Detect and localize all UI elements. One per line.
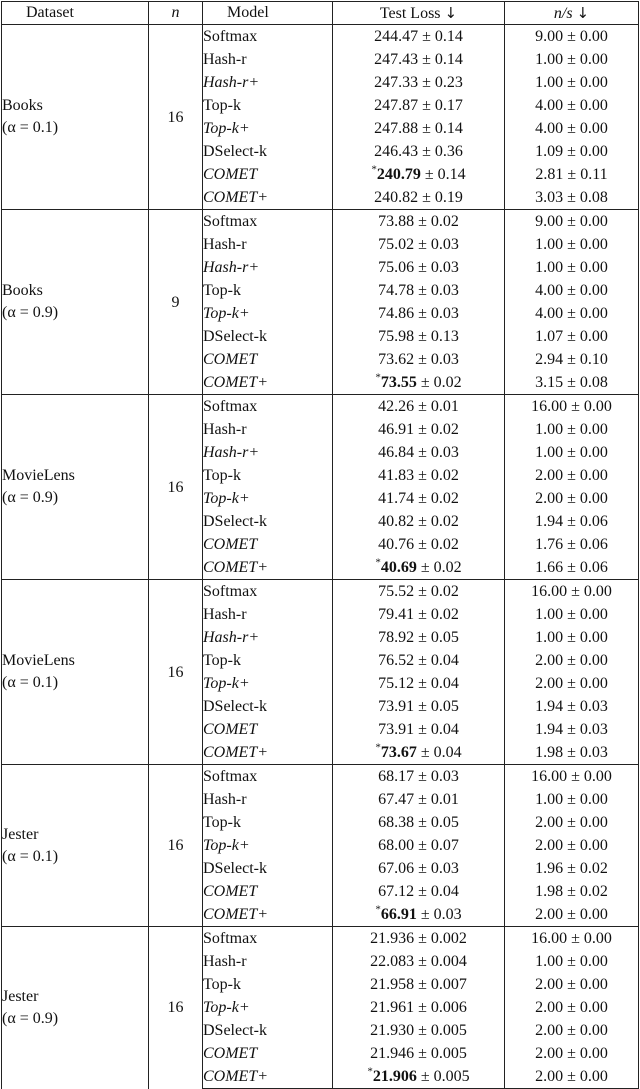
ns-cell: 1.00 ± 0.00 — [505, 233, 639, 256]
test-loss-error: ± 0.004 — [418, 953, 467, 970]
test-loss-cell — [333, 487, 505, 510]
test-loss-value: 73.91 — [378, 698, 415, 715]
dataset-group — [2, 927, 639, 1089]
test-loss-cell — [333, 325, 505, 348]
test-loss-value: 73.67 — [380, 744, 417, 761]
model-cell: Top-k — [203, 94, 333, 117]
model-cell: DSelect-k — [203, 325, 333, 348]
n-cell: 16 — [149, 395, 203, 580]
dataset-alpha: (α = 0.1) — [2, 847, 59, 865]
header-row — [2, 2, 639, 25]
test-loss-cell — [333, 418, 505, 441]
test-loss-cell — [333, 256, 505, 279]
test-loss-cell — [333, 395, 505, 419]
test-loss-error: ± 0.13 — [418, 328, 459, 345]
test-loss-value: 75.52 — [378, 583, 415, 600]
test-loss-cell — [333, 649, 505, 672]
test-loss-error: ± 0.03 — [418, 860, 459, 877]
ns-cell: 1.94 ± 0.06 — [505, 510, 639, 533]
model-cell: COMET+ — [203, 556, 333, 580]
model-cell: Hash-r+ — [203, 441, 333, 464]
test-loss-value: 75.06 — [378, 259, 415, 276]
test-loss-cell — [333, 371, 505, 395]
ns-cell: 1.00 ± 0.00 — [505, 950, 639, 973]
ns-cell: 1.76 ± 0.06 — [505, 533, 639, 556]
test-loss-error: ± 0.03 — [418, 305, 459, 322]
model-cell: Hash-r+ — [203, 256, 333, 279]
ns-cell: 1.66 ± 0.06 — [505, 556, 639, 580]
test-loss-value: 73.88 — [378, 213, 415, 230]
test-loss-cell — [333, 880, 505, 903]
test-loss-error: ± 0.05 — [418, 629, 459, 646]
test-loss-error: ± 0.02 — [418, 467, 459, 484]
dataset-name: Jester — [2, 987, 39, 1005]
test-loss-cell — [333, 857, 505, 880]
test-loss-value: 240.82 — [374, 189, 419, 206]
test-loss-value: 46.84 — [378, 444, 415, 461]
header-ns — [505, 2, 639, 25]
test-loss-error: ± 0.04 — [418, 652, 459, 669]
n-cell: 16 — [149, 927, 203, 1089]
test-loss-value: 41.83 — [378, 467, 415, 484]
dataset-name: Books — [2, 97, 43, 114]
test-loss-value: 21.961 — [370, 999, 415, 1016]
ns-cell: 1.00 ± 0.00 — [505, 788, 639, 811]
ns-cell: 1.00 ± 0.00 — [505, 441, 639, 464]
model-cell: Softmax — [203, 395, 333, 419]
dataset-cell — [2, 210, 149, 395]
test-loss-value: 75.02 — [378, 236, 415, 253]
test-loss-error: ± 0.006 — [418, 999, 467, 1016]
model-cell: Top-k+ — [203, 834, 333, 857]
test-loss-cell — [333, 626, 505, 649]
model-cell: DSelect-k — [203, 510, 333, 533]
test-loss-error: ± 0.02 — [418, 536, 459, 553]
dataset-name: MovieLens — [2, 652, 75, 669]
test-loss-cell — [333, 765, 505, 789]
model-cell: COMET+ — [203, 371, 333, 395]
test-loss-cell — [333, 950, 505, 973]
model-cell: COMET+ — [203, 903, 333, 927]
test-loss-cell — [333, 672, 505, 695]
test-loss-error: ± 0.002 — [418, 930, 467, 947]
test-loss-error: ± 0.14 — [422, 120, 463, 137]
dataset-cell — [2, 395, 149, 580]
test-loss-value: 244.47 — [374, 28, 419, 45]
test-loss-value: 46.91 — [378, 421, 415, 438]
ns-cell: 1.00 ± 0.00 — [505, 418, 639, 441]
model-cell: Softmax — [203, 765, 333, 789]
model-cell: Hash-r+ — [203, 626, 333, 649]
test-loss-error: ± 0.07 — [418, 837, 459, 854]
test-loss-value: 76.52 — [378, 652, 415, 669]
ns-cell: 2.00 ± 0.00 — [505, 464, 639, 487]
dataset-cell — [2, 927, 149, 1089]
table-row — [2, 25, 639, 49]
test-loss-value: 247.88 — [374, 120, 419, 137]
model-cell: COMET — [203, 718, 333, 741]
test-loss-value: 73.91 — [378, 721, 415, 738]
model-cell: Softmax — [203, 210, 333, 234]
dataset-cell — [2, 25, 149, 210]
ns-cell: 16.00 ± 0.00 — [505, 395, 639, 419]
test-loss-error: ± 0.04 — [418, 721, 459, 738]
model-cell: Top-k — [203, 464, 333, 487]
n-cell: 9 — [149, 210, 203, 395]
test-loss-error: ± 0.17 — [422, 97, 463, 114]
model-cell: Hash-r — [203, 233, 333, 256]
n-cell: 16 — [149, 25, 203, 210]
ns-cell: 16.00 ± 0.00 — [505, 765, 639, 789]
ns-cell: 2.00 ± 0.00 — [505, 903, 639, 927]
ns-cell: 2.00 ± 0.00 — [505, 672, 639, 695]
test-loss-cell — [333, 348, 505, 371]
ns-cell: 2.00 ± 0.00 — [505, 1042, 639, 1065]
dataset-name: Books — [2, 282, 43, 299]
model-cell: COMET — [203, 533, 333, 556]
dataset-group — [2, 25, 639, 210]
test-loss-cell — [333, 140, 505, 163]
dataset-cell — [2, 765, 149, 927]
test-loss-value: 21.946 — [370, 1045, 415, 1062]
ns-cell: 1.00 ± 0.00 — [505, 603, 639, 626]
ns-cell: 2.00 ± 0.00 — [505, 1065, 639, 1089]
test-loss-cell — [333, 580, 505, 604]
table-row — [2, 765, 639, 789]
test-loss-error: ± 0.02 — [418, 490, 459, 507]
dataset-alpha: (α = 0.9) — [2, 1009, 59, 1027]
test-loss-value: 68.17 — [378, 768, 415, 785]
test-loss-value: 247.87 — [374, 97, 419, 114]
dataset-group — [2, 580, 639, 765]
ns-cell: 1.94 ± 0.03 — [505, 718, 639, 741]
model-cell: Hash-r — [203, 418, 333, 441]
test-loss-error: ± 0.02 — [418, 513, 459, 530]
ns-cell: 1.96 ± 0.02 — [505, 857, 639, 880]
n-cell: 16 — [149, 580, 203, 765]
test-loss-error: ± 0.04 — [418, 883, 459, 900]
test-loss-value: 74.78 — [378, 282, 415, 299]
test-loss-cell — [333, 163, 505, 186]
table-row — [2, 580, 639, 604]
test-loss-error: ± 0.19 — [422, 189, 463, 206]
test-loss-value: 42.26 — [378, 398, 415, 415]
model-cell: Top-k+ — [203, 996, 333, 1019]
test-loss-error: ± 0.04 — [420, 744, 462, 761]
ns-cell: 1.00 ± 0.00 — [505, 48, 639, 71]
table-row — [2, 927, 639, 951]
model-cell: COMET+ — [203, 741, 333, 765]
test-loss-value: 78.92 — [378, 629, 415, 646]
test-loss-cell — [333, 927, 505, 951]
model-cell: Hash-r — [203, 950, 333, 973]
significance-star: * — [375, 371, 381, 384]
dataset-alpha: (α = 0.1) — [2, 119, 59, 136]
ns-cell: 1.98 ± 0.02 — [505, 880, 639, 903]
ns-cell: 2.00 ± 0.00 — [505, 811, 639, 834]
header-test-loss — [333, 2, 505, 25]
test-loss-value: 240.79 — [376, 166, 421, 183]
test-loss-value: 40.82 — [378, 513, 415, 530]
test-loss-error: ± 0.005 — [418, 1045, 467, 1062]
test-loss-cell — [333, 25, 505, 49]
dataset-group — [2, 765, 639, 927]
model-cell: COMET+ — [203, 1065, 333, 1089]
model-cell: Softmax — [203, 580, 333, 604]
dataset-name: MovieLens — [2, 467, 75, 484]
model-cell: Top-k — [203, 279, 333, 302]
model-cell: Hash-r+ — [203, 71, 333, 94]
ns-cell: 4.00 ± 0.00 — [505, 94, 639, 117]
dataset-alpha: (α = 0.9) — [2, 304, 59, 321]
model-cell: COMET — [203, 880, 333, 903]
ns-cell: 2.94 ± 0.10 — [505, 348, 639, 371]
model-cell: DSelect-k — [203, 1019, 333, 1042]
ns-cell: 2.00 ± 0.00 — [505, 487, 639, 510]
test-loss-error: ± 0.03 — [418, 768, 459, 785]
test-loss-value: 22.083 — [370, 953, 415, 970]
test-loss-error: ± 0.03 — [418, 351, 459, 368]
test-loss-cell — [333, 741, 505, 765]
test-loss-value: 246.43 — [374, 143, 419, 160]
test-loss-cell — [333, 788, 505, 811]
test-loss-error: ± 0.05 — [418, 814, 459, 831]
test-loss-error: ± 0.02 — [420, 374, 462, 391]
test-loss-error: ± 0.03 — [418, 236, 459, 253]
test-loss-cell — [333, 186, 505, 210]
table-row — [2, 210, 639, 234]
ns-cell: 2.00 ± 0.00 — [505, 1019, 639, 1042]
model-cell: Top-k — [203, 811, 333, 834]
test-loss-error: ± 0.14 — [422, 51, 463, 68]
model-cell: DSelect-k — [203, 140, 333, 163]
test-loss-cell — [333, 464, 505, 487]
model-cell: COMET — [203, 1042, 333, 1065]
ns-cell: 3.15 ± 0.08 — [505, 371, 639, 395]
test-loss-error: ± 0.03 — [418, 282, 459, 299]
test-loss-error: ± 0.005 — [418, 1022, 467, 1039]
model-cell: DSelect-k — [203, 695, 333, 718]
model-cell: Top-k+ — [203, 487, 333, 510]
header-test-loss-label: Test Loss — [379, 4, 441, 22]
model-cell: COMET+ — [203, 186, 333, 210]
ns-cell: 9.00 ± 0.00 — [505, 210, 639, 234]
down-arrow-icon: ↓ — [576, 3, 590, 22]
dataset-group — [2, 395, 639, 580]
test-loss-value: 21.958 — [370, 976, 415, 993]
test-loss-value: 67.06 — [378, 860, 415, 877]
test-loss-error: ± 0.02 — [418, 606, 459, 623]
test-loss-cell — [333, 441, 505, 464]
test-loss-value: 21.930 — [370, 1022, 415, 1039]
test-loss-value: 247.43 — [374, 51, 419, 68]
test-loss-cell — [333, 233, 505, 256]
test-loss-cell — [333, 94, 505, 117]
ns-cell: 1.94 ± 0.03 — [505, 695, 639, 718]
ns-cell: 4.00 ± 0.00 — [505, 117, 639, 140]
test-loss-cell — [333, 117, 505, 140]
header-dataset: Dataset — [2, 2, 149, 25]
ns-cell: 2.00 ± 0.00 — [505, 834, 639, 857]
test-loss-error: ± 0.05 — [418, 698, 459, 715]
ns-cell: 4.00 ± 0.00 — [505, 302, 639, 325]
test-loss-cell — [333, 973, 505, 996]
test-loss-value: 68.00 — [378, 837, 415, 854]
ns-cell: 1.00 ± 0.00 — [505, 256, 639, 279]
test-loss-cell — [333, 1019, 505, 1042]
model-cell: Softmax — [203, 927, 333, 951]
test-loss-value: 68.38 — [378, 814, 415, 831]
test-loss-cell — [333, 1042, 505, 1065]
down-arrow-icon: ↓ — [444, 3, 458, 22]
ns-cell: 1.00 ± 0.00 — [505, 626, 639, 649]
test-loss-cell — [333, 302, 505, 325]
test-loss-cell — [333, 834, 505, 857]
test-loss-cell — [333, 533, 505, 556]
test-loss-value: 21.936 — [370, 930, 415, 947]
ns-cell: 2.81 ± 0.11 — [505, 163, 639, 186]
test-loss-error: ± 0.03 — [418, 259, 459, 276]
ns-cell: 3.03 ± 0.08 — [505, 186, 639, 210]
header-model: Model — [203, 2, 333, 25]
table-row — [2, 395, 639, 419]
significance-star: * — [375, 903, 381, 916]
ns-cell: 4.00 ± 0.00 — [505, 279, 639, 302]
test-loss-error: ± 0.01 — [418, 398, 459, 415]
test-loss-error: ± 0.02 — [418, 421, 459, 438]
test-loss-value: 21.906 — [372, 1068, 417, 1085]
test-loss-value: 75.12 — [378, 675, 415, 692]
test-loss-value: 247.33 — [374, 74, 419, 91]
test-loss-value: 73.62 — [378, 351, 415, 368]
test-loss-cell — [333, 510, 505, 533]
test-loss-cell — [333, 279, 505, 302]
significance-star: * — [367, 1065, 373, 1078]
ns-cell: 1.00 ± 0.00 — [505, 71, 639, 94]
model-cell: Hash-r — [203, 48, 333, 71]
dataset-alpha: (α = 0.1) — [2, 674, 59, 691]
test-loss-error: ± 0.03 — [420, 906, 462, 923]
ns-cell: 2.00 ± 0.00 — [505, 649, 639, 672]
test-loss-value: 75.98 — [378, 328, 415, 345]
test-loss-cell — [333, 1065, 505, 1089]
test-loss-cell — [333, 903, 505, 927]
model-cell: Top-k+ — [203, 302, 333, 325]
test-loss-error: ± 0.02 — [420, 559, 462, 576]
ns-cell: 1.09 ± 0.00 — [505, 140, 639, 163]
test-loss-cell — [333, 996, 505, 1019]
test-loss-error: ± 0.005 — [420, 1068, 470, 1085]
test-loss-error: ± 0.03 — [418, 444, 459, 461]
test-loss-value: 73.55 — [380, 374, 417, 391]
test-loss-error: ± 0.02 — [418, 213, 459, 230]
test-loss-cell — [333, 718, 505, 741]
test-loss-value: 66.91 — [380, 906, 417, 923]
results-table — [1, 1, 639, 1089]
test-loss-error: ± 0.14 — [424, 166, 466, 183]
model-cell: Top-k+ — [203, 672, 333, 695]
test-loss-cell — [333, 48, 505, 71]
header-ns-label: n/s — [553, 4, 573, 22]
significance-star: * — [375, 741, 381, 754]
model-cell: Hash-r — [203, 603, 333, 626]
significance-star: * — [371, 163, 377, 176]
test-loss-error: ± 0.007 — [418, 976, 467, 993]
ns-cell: 2.00 ± 0.00 — [505, 973, 639, 996]
model-cell: Softmax — [203, 25, 333, 49]
ns-cell: 9.00 ± 0.00 — [505, 25, 639, 49]
ns-cell: 2.00 ± 0.00 — [505, 996, 639, 1019]
test-loss-error: ± 0.14 — [422, 28, 463, 45]
test-loss-value: 74.86 — [378, 305, 415, 322]
test-loss-value: 67.12 — [378, 883, 415, 900]
test-loss-error: ± 0.36 — [422, 143, 463, 160]
model-cell: Top-k — [203, 649, 333, 672]
test-loss-cell — [333, 603, 505, 626]
ns-cell: 16.00 ± 0.00 — [505, 927, 639, 951]
ns-cell: 1.98 ± 0.03 — [505, 741, 639, 765]
header-n: n — [149, 2, 203, 25]
test-loss-error: ± 0.01 — [418, 791, 459, 808]
test-loss-cell — [333, 811, 505, 834]
model-cell: COMET — [203, 348, 333, 371]
test-loss-cell — [333, 556, 505, 580]
ns-cell: 1.07 ± 0.00 — [505, 325, 639, 348]
test-loss-value: 40.69 — [380, 559, 417, 576]
test-loss-error: ± 0.04 — [418, 675, 459, 692]
test-loss-cell — [333, 210, 505, 234]
dataset-name: Jester — [2, 825, 39, 843]
model-cell: COMET — [203, 163, 333, 186]
n-cell: 16 — [149, 765, 203, 927]
test-loss-cell — [333, 695, 505, 718]
model-cell: Top-k+ — [203, 117, 333, 140]
model-cell: DSelect-k — [203, 857, 333, 880]
model-cell: Hash-r — [203, 788, 333, 811]
test-loss-value: 40.76 — [378, 536, 415, 553]
test-loss-value: 41.74 — [378, 490, 415, 507]
test-loss-cell — [333, 71, 505, 94]
dataset-group — [2, 210, 639, 395]
test-loss-value: 79.41 — [378, 606, 415, 623]
significance-star: * — [375, 556, 381, 569]
dataset-cell — [2, 580, 149, 765]
dataset-alpha: (α = 0.9) — [2, 489, 59, 506]
test-loss-value: 67.47 — [378, 791, 415, 808]
ns-cell: 16.00 ± 0.00 — [505, 580, 639, 604]
model-cell: Top-k — [203, 973, 333, 996]
test-loss-error: ± 0.02 — [418, 583, 459, 600]
test-loss-error: ± 0.23 — [422, 74, 463, 91]
